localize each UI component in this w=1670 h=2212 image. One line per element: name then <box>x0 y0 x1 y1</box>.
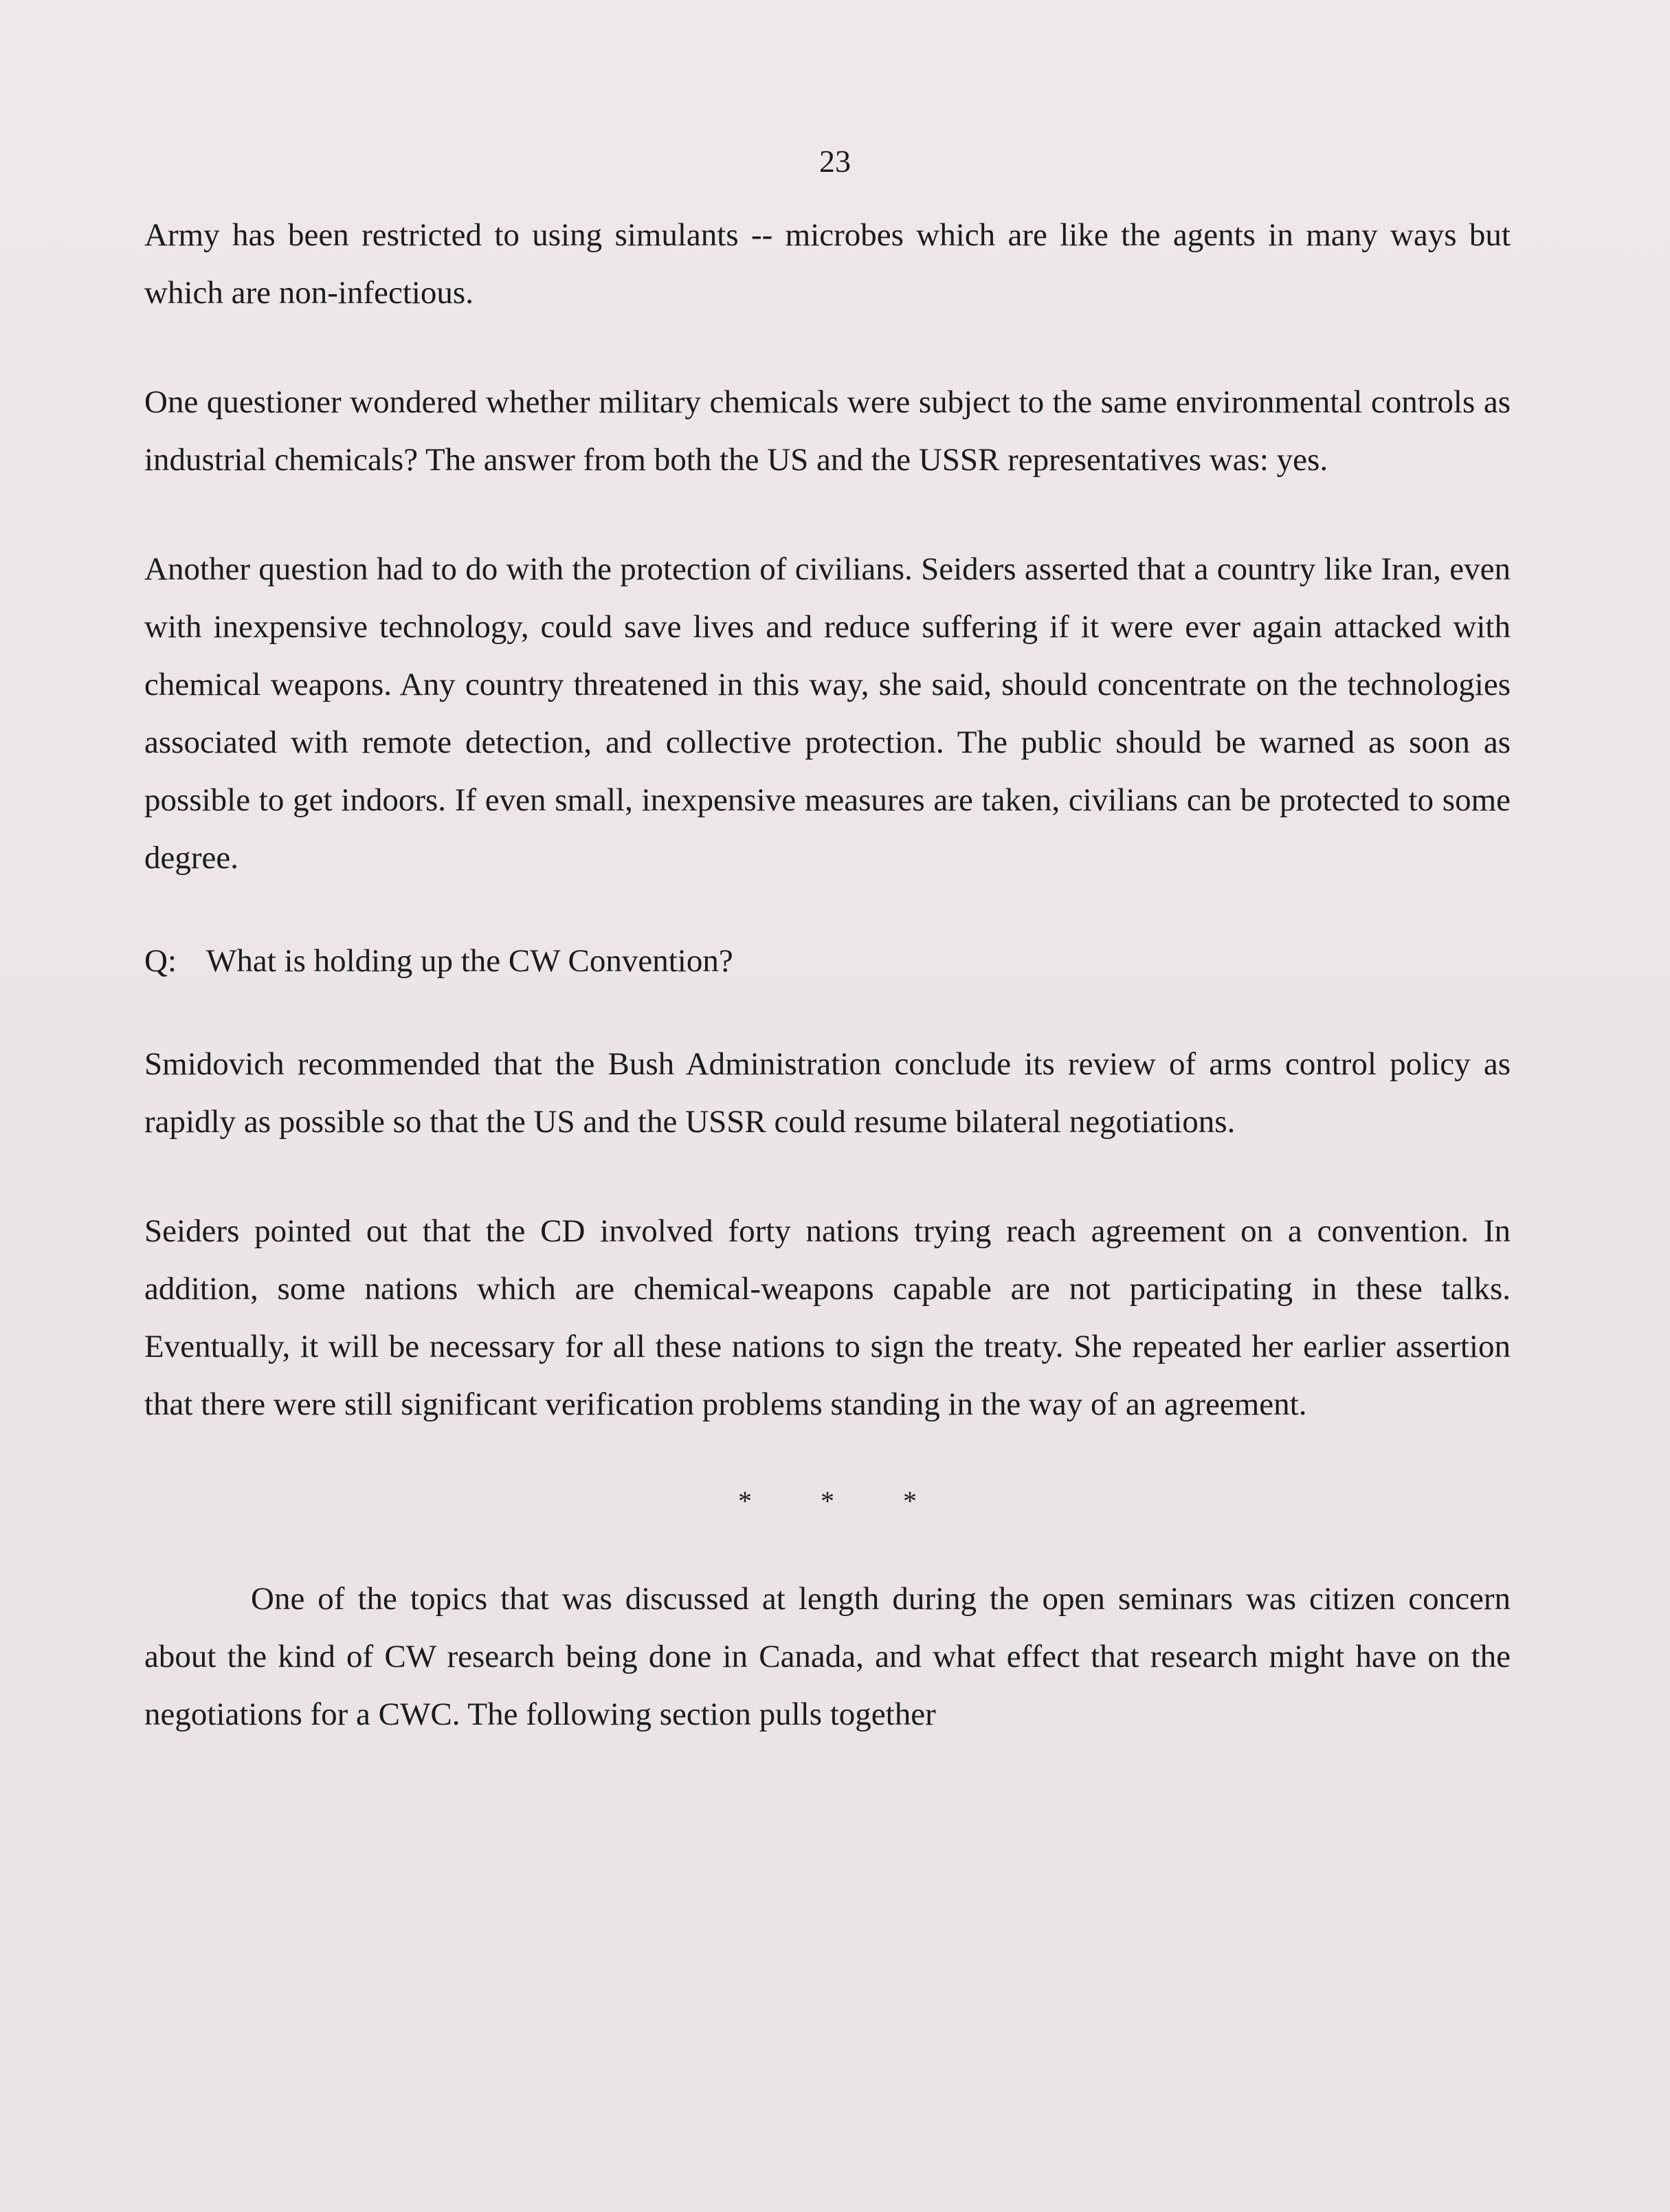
paragraph-civilian-protection: Another question had to do with the protection of civilians. Seiders asserted that a country like Iran, even with inexpensive technology, could save lives and reduce suffering if it were ever again attacked with chemical weapons. Any country threatened in this way, she said, should concentrate on the technologies associated with remote detection, and collective protection. The public should be warned as soon as possible to get indoors. If even small, inexpensive measures are taken, civilians can be protected to some degree. <box>144 551 1511 876</box>
separator-asterisk: * <box>738 1485 752 1516</box>
question-text: What is holding up the CW Convention? <box>206 943 733 979</box>
paragraph-environmental-controls: One questioner wondered whether military chemicals were subject to the same environmental controls as industrial chemicals? The answer from both the US and the USSR representatives was: yes. <box>144 384 1511 478</box>
page-number: 23 <box>819 144 851 179</box>
answer-seiders: Seiders pointed out that the CD involved forty nations trying reach agreement on a convention. In addition, some nations which are chemical-weapons capable are not participating in these talks. Eventually, it will be necessary for all these nations to sign the treaty. She repeated her earlier assertion that there were still significant verification problems standing in the way of an agreement. <box>144 1213 1511 1422</box>
question-label: Q: <box>144 943 177 979</box>
question-line <box>144 932 1511 990</box>
body-text <box>144 206 1511 1795</box>
paragraph-simulants: Army has been restricted to using simulants -- microbes which are like the agents in many ways but which are non-infectious. <box>144 217 1511 311</box>
separator-asterisk: * <box>821 1485 834 1516</box>
section-separator <box>144 1471 1511 1529</box>
separator-asterisk: * <box>903 1485 917 1516</box>
closing-paragraph: One of the topics that was discussed at length during the open seminars was citizen concern about the kind of CW research being done in Canada, and what effect that research might have on the negotiations for a CWC. The following section pulls together <box>144 1581 1511 1732</box>
answer-smidovich: Smidovich recommended that the Bush Administration conclude its review of arms control policy as rapidly as possible so that the US and the USSR could resume bilateral negotiations. <box>144 1046 1511 1140</box>
